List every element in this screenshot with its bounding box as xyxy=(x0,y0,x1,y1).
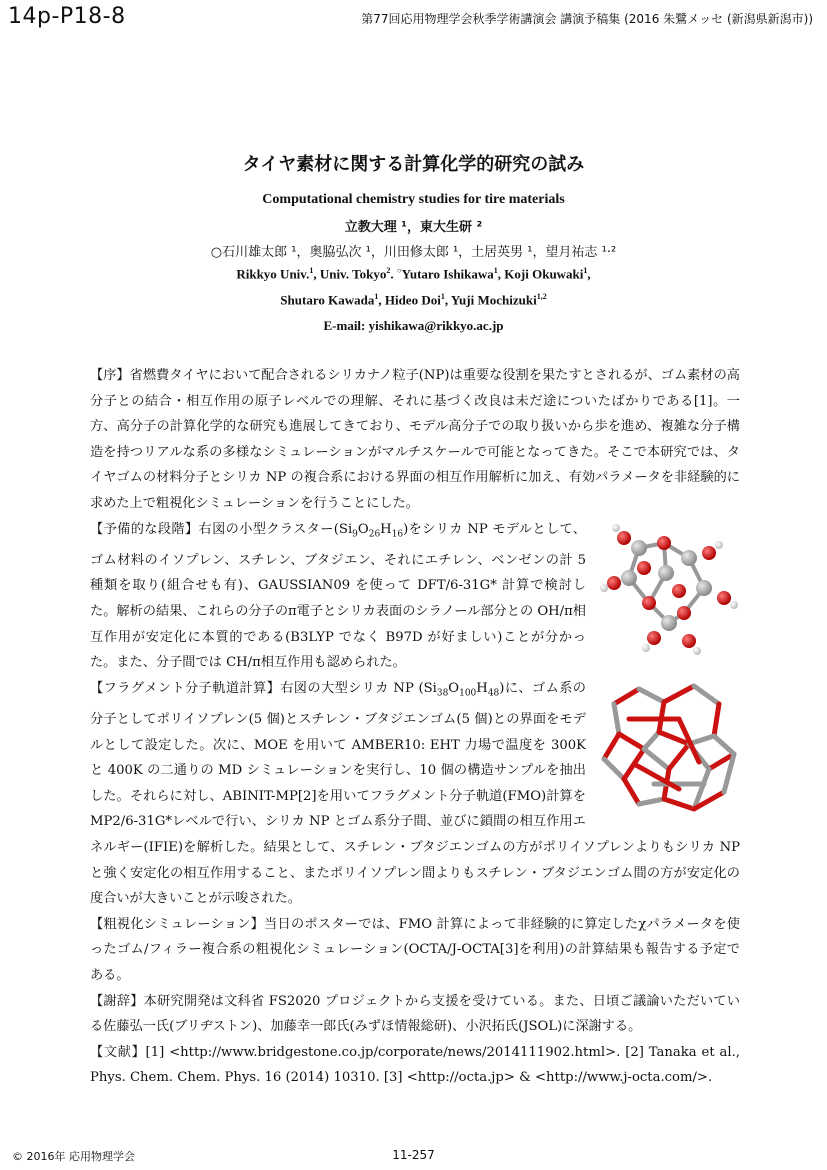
copyright: © 2016年 応用物理学会 xyxy=(12,1150,135,1163)
affil-rikkyo: Rikkyo Univ. xyxy=(236,266,310,282)
section-fmo: 【フラグメント分子軌道計算】右図の大型シリカ NP $(Si_{38}O_{100}H_{48})$に、ゴム系の分子としてポリイソプレン(5 個)とスチレン・ブタジエンゴム(5 個)との界面をモデルとして設定した。次に、MOE を用いて AMBER10: EHT 力場で温度を 300K と 400K の二通りの MD シミュレーションを実行し、10 個の構造サンプルを抽出した。それらに対し、ABINIT-MP[2]を用いてフラグメント分子軌道(FMO)計算を MP2/6-31G*レベルで行い、シリカ NP とゴム系分子間、並びに鎖間の相互作用エネルギー(IFIE)を解析した。結果として、スチレン・ブタジエンゴムの方がポリイソプレンよりもシリカ NP と強く安定化の相互作用すること、またポリイソプレン間よりもスチレン・ブタジエンゴム間の方が安定化の度合いが大きいことが示唆された。 xyxy=(90,680,740,907)
page-number: 11-257 xyxy=(392,1148,435,1162)
paper-subtitle: Computational chemistry studies for tire materials xyxy=(262,192,565,207)
author-ishikawa: Yutaro Ishikawa xyxy=(401,266,494,282)
authors-en-line-2: Shutaro Kawada$^1$, Hideo Doi$^1$, Yuji Mochizuki$^{1,2}$ xyxy=(280,292,547,308)
abstract-body xyxy=(90,363,740,1091)
abstract-id: 14p-P18-8 xyxy=(8,4,126,29)
authors-jp: ○石川雄太郎 ¹，奥脇弘次 ¹，川田修太郎 ¹，土居英男 ¹，望月祐志 ¹·² xyxy=(210,245,617,260)
author-okuwaki: , Koji Okuwaki xyxy=(497,266,584,282)
section-intro: 【序】省燃費タイヤにおいて配合されるシリカナノ粒子(NP)は重要な役割を果たすとされるが、ゴム素材の高分子との結合・相互作用の原子レベルでの理解、それに基づく改良は未だ途についたばかりである[1]。一方、高分子の計算化学的な研究も進展してきており、モデル高分子での取り扱いから歩を進め、複雑な分子構造を持つリアルな系の多様なシミュレーションがマルチスケールで可能となってきた。そこで本研究では、タイヤゴムの材料分子とシリカ NP の複合系における界面の相互作用解析に加え、有効パラメータを非経験的に求めた上で粗視化シミュレーションを行うことにした。 xyxy=(90,368,740,511)
email: E-mail: yishikawa@rikkyo.ac.jp xyxy=(323,318,504,333)
paper-title: タイヤ素材に関する計算化学的研究の試み xyxy=(242,154,585,175)
section-preliminary: 【予備的な段階】右図の小型クラスター$(Si_9O_{26}H_{16})$をシリカ NP モデルとして、ゴム材料のイソプレン、スチレン、ブタジエン、それにエチレン、ベンゼンの計 5 種類を取り(組合せも有)、GAUSSIAN09 を使って DFT/6-31G* 計算で検討した。解析の結果、これらの分子のπ電子とシリカ表面のシラノール部分との OH/π相互作用が安定化に本質的である(B3LYP でなく B97D が好ましい)ことが分かった。また、分子間では CH/π相互作用も認められた。 xyxy=(90,521,586,671)
section-acknowledgement: 【謝辞】本研究開発は文科省 FS2020 プロジェクトから支援を受けている。また、日頃ご議論いただいている佐藤弘一氏(ブリヂストン)、加藤幸一郎氏(みずほ情報総研)、小沢拓氏(JSOL)に深謝する。 xyxy=(90,993,740,1035)
conference-header: 第77回応用物理学会秋季学術講演会 講演予稿集 (2016 朱鷺メッセ (新潟県新潟市)) xyxy=(361,12,813,26)
section-coarse-grained: 【粗視化シミュレーション】当日のポスターでは、FMO 計算によって非経験的に算定したχパラメータを使ったゴム/フィラー複合系の粗視化シミュレーション(OCTA/J-OCTA[3]を利用)の計算結果も報告する予定である。 xyxy=(90,916,740,983)
small-silica-cluster-figure xyxy=(594,513,744,661)
author-kawada: Shutaro Kawada xyxy=(280,292,375,308)
author-mochizuki: , Yuji Mochizuki xyxy=(444,292,537,308)
author-doi: , Hideo Doi xyxy=(378,292,441,308)
affil-tokyo: , Univ. Tokyo xyxy=(313,266,387,282)
authors-en-line-1: Rikkyo Univ.$^1$, Univ. Tokyo$^2$. ○Yutaro Ishikawa$^1$, Koji Okuwaki$^1$, xyxy=(236,266,591,282)
section-references: 【文献】[1] <http://www.bridgestone.co.jp/corporate/news/2014111902.html>. [2] Tanaka et al., Phys. Chem. Chem. Phys. 16 (2014) 10310. [3] <http://octa.jp> & <http://www.j-octa.com/>. xyxy=(90,1044,740,1086)
affiliations-jp: 立教大理 ¹，東大生研 ² xyxy=(344,220,483,235)
large-silica-np-figure xyxy=(594,674,744,824)
